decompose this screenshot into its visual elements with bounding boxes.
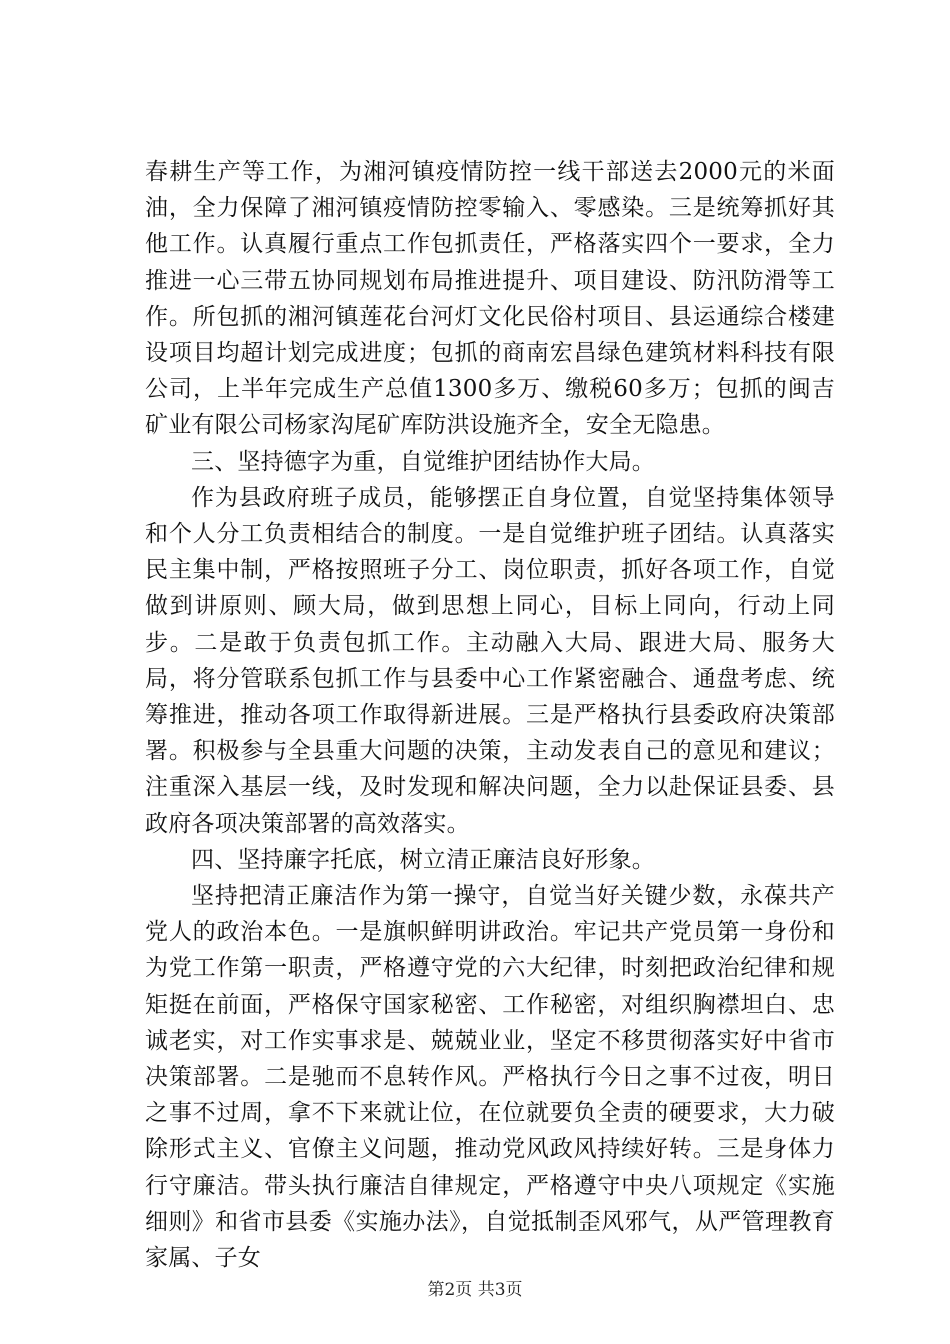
document-body — [145, 154, 835, 1276]
body-paragraph-continued: 春耕生产等工作，为湘河镇疫情防控一线干部送去2000元的米面油，全力保障了湘河镇疫情防控零输入、零感染。三是统筹抓好其他工作。认真履行重点工作包抓责任，严格落实四个一要求，全力推进一心三带五协同规划布局推进提升、项目建设、防汛防滑等工作。所包抓的湘河镇莲花台河灯文化民俗村项目、县运通综合楼建设项目均超计划完成进度；包抓的商南宏昌绿色建筑材料科技有限公司，上半年完成生产总值1300多万、缴税60多万；包抓的闽吉矿业有限公司杨家沟尾矿库防洪设施齐全，安全无隐患。 — [145, 159, 835, 439]
page-number-label: 第2页 共3页 — [427, 1280, 523, 1300]
page-footer — [0, 1280, 950, 1300]
body-paragraph-section-three: 作为县政府班子成员，能够摆正自身位置，自觉坚持集体领导和个人分工负责相结合的制度。一是自觉维护班子团结。认真落实民主集中制，严格按照班子分工、岗位职责，抓好各项工作，自觉做到讲原则、顾大局，做到思想上同心，目标上同向，行动上同步。二是敢于负责包抓工作。主动融入大局、跟进大局、服务大局，将分管联系包抓工作与县委中心工作紧密融合、通盘考虑、统筹推进，推动各项工作取得新进展。三是严格执行县委政府决策部署。积极参与全县重大问题的决策，主动发表自己的意见和建议；注重深入基层一线，及时发现和解决问题，全力以赴保证县委、县政府各项决策部署的高效落实。 — [145, 484, 835, 837]
body-paragraph-section-four: 坚持把清正廉洁作为第一操守，自觉当好关键少数，永葆共产党人的政治本色。一是旗帜鲜明讲政治。牢记共产党员第一身份和为党工作第一职责，严格遵守党的六大纪律，时刻把政治纪律和规矩挺在前面，严格保守国家秘密、工作秘密，对组织胸襟坦白、忠诚老实，对工作实事求是、兢兢业业，坚定不移贯彻落实好中省市决策部署。二是驰而不息转作风。严格执行今日之事不过夜，明日之事不过周，拿不下来就让位，在位就要负全责的硬要求，大力破除形式主义、官僚主义问题，推动党风政风持续好转。三是身体力行守廉洁。带头执行廉洁自律规定，严格遵守中央八项规定《实施细则》和省市县委《实施办法》，自觉抵制歪风邪气，从严管理教育家属、子女 — [145, 883, 835, 1272]
section-heading-four: 四、坚持廉字托底，树立清正廉洁良好形象。 — [191, 846, 655, 873]
section-heading-three: 三、坚持德字为重，自觉维护团结协作大局。 — [191, 448, 655, 475]
